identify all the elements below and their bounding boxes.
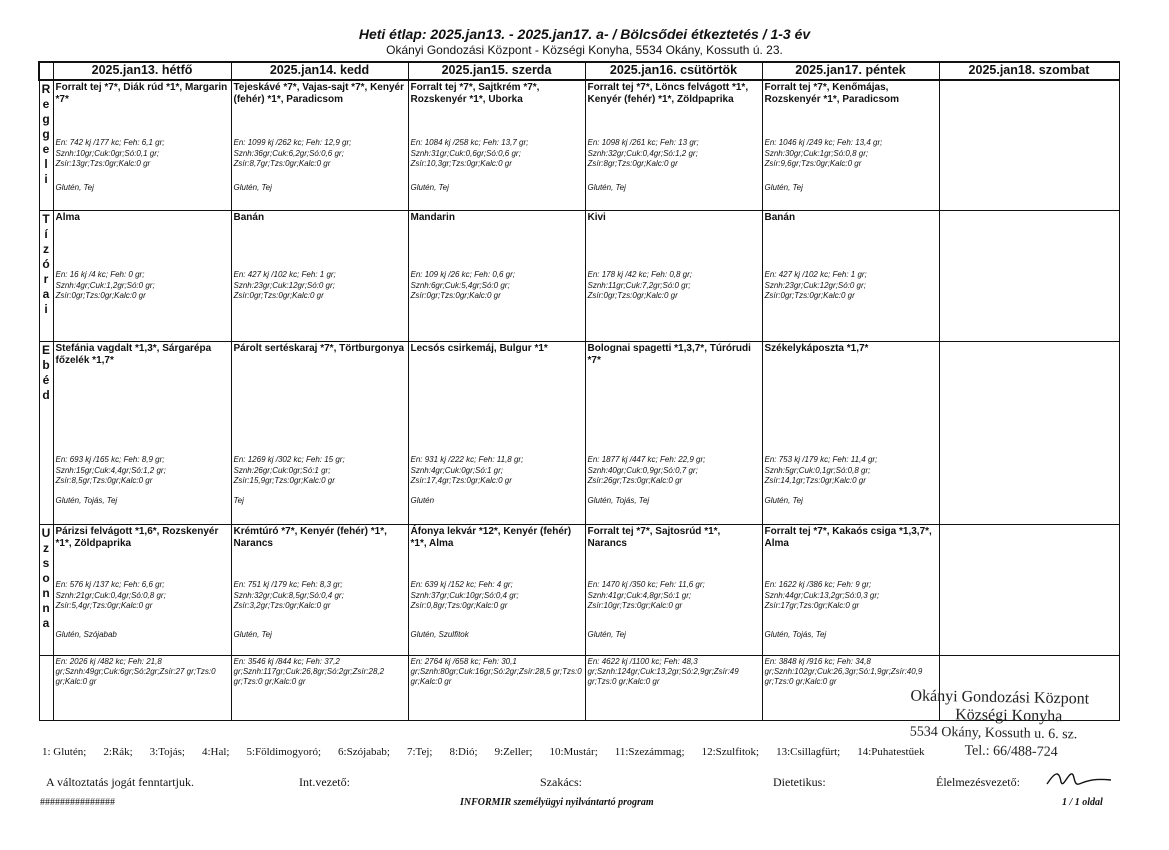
nutrition-line: Sznh:26gr;Cuk:0gr;Só:1 gr; bbox=[233, 465, 331, 475]
nutrition-line: En: 1098 kj /261 kc; Feh: 13 gr; bbox=[587, 138, 699, 147]
day-header: 2025.jan15. szerda bbox=[408, 62, 585, 80]
day-header-row bbox=[39, 62, 1119, 80]
legend-item: 14:Puhatestűek bbox=[857, 746, 925, 758]
allergen-list: Glutén, Tej bbox=[764, 183, 803, 192]
nutrition-line: En: 1046 kj /249 kc; Feh: 13,4 gr; bbox=[764, 138, 883, 147]
allergen-list: Glutén, Tej bbox=[55, 183, 94, 192]
nutrition-line: Zsír:10,3gr;Tzs:0gr;Kalc:0 gr bbox=[410, 159, 512, 168]
legend-item: 7:Tej; bbox=[406, 746, 433, 758]
daily-total: En: 2764 kj /658 kc; Feh: 30,1 gr;Sznh:80gr;Cuk:16gr;Só:2gr;Zsír:28,5 gr;Tzs:0 gr;Kalc:0 gr bbox=[408, 656, 585, 721]
legend-item: 4:Hal; bbox=[201, 746, 230, 758]
meal-row bbox=[39, 80, 1119, 211]
allergen-list: Glutén, Tojás, Tej bbox=[55, 496, 118, 505]
nutrition-info bbox=[234, 138, 406, 170]
meal-label-letter: o bbox=[42, 571, 50, 585]
dish-name: Áfonya lekvár *12*, Kenyér (fehér) *1*, Alma bbox=[410, 526, 572, 549]
meal-label-letter: e bbox=[42, 97, 50, 111]
nutrition-line: Zsír:14,1gr;Tzs:0gr;Kalc:0 gr bbox=[764, 476, 866, 485]
legend-item: 2:Rák; bbox=[103, 746, 133, 758]
allergen-list: Glutén, Tej bbox=[764, 496, 803, 505]
nutrition-line: Zsír:9,6gr;Tzs:0gr;Kalc:0 gr bbox=[764, 159, 862, 168]
meal-label-letter: a bbox=[42, 287, 50, 301]
daily-total: En: 4622 kj /1100 kc; Feh: 48,3 gr;Sznh:124gr;Cuk:13,2gr;Só:2,9gr;Zsír:49 gr;Tzs:0 gr;Kalc:0 gr bbox=[585, 656, 762, 721]
dish-name: Krémtúró *7*, Kenyér (fehér) *1*, Narancs bbox=[233, 526, 387, 549]
nutrition-info bbox=[588, 455, 760, 487]
daily-total: En: 3546 kj /844 kc; Feh: 37,2 gr;Sznh:117gr;Cuk:26,8gr;Só:2gr;Zsír:28,2 gr;Tzs:0 gr;Kalc:0 gr bbox=[231, 656, 408, 721]
meal-label-letter: s bbox=[42, 556, 50, 570]
nutrition-line: En: 1877 kj /447 kc; Feh: 22,9 gr; bbox=[587, 455, 706, 464]
allergen-list: Glutén, Tojás, Tej bbox=[764, 630, 827, 639]
nutrition-line: En: 16 kj /4 kc; Feh: 0 gr; bbox=[55, 270, 145, 279]
nutrition-info bbox=[588, 580, 760, 612]
daily-total: En: 2026 kj /482 kc; Feh: 21,8 gr;Sznh:49gr;Cuk:6gr;Só:2gr;Zsír:27 gr;Tzs:0 gr;Kalc:0 gr bbox=[53, 656, 231, 721]
allergen-list: Glutén, Tej bbox=[587, 630, 626, 639]
allergen-list: Glutén, Szulfitok bbox=[410, 630, 469, 639]
meal-label-letter: é bbox=[42, 373, 50, 387]
day-header: 2025.jan13. hétfő bbox=[53, 62, 231, 80]
meal-label-letter: l bbox=[44, 157, 48, 171]
nutrition-line: Sznh:41gr;Cuk:4,8gr;Só:1 gr; bbox=[587, 590, 692, 600]
menu-cell bbox=[53, 80, 231, 211]
stamp-line: Községi Konyha bbox=[955, 706, 1063, 726]
nutrition-line: Zsír:26gr;Tzs:0gr;Kalc:0 gr bbox=[587, 476, 683, 485]
meal-label-letter: n bbox=[42, 586, 50, 600]
dish-name: Forralt tej *7*, Kakaós csiga *1,3,7*, Alma bbox=[764, 526, 932, 549]
allergen-list: Tej bbox=[233, 496, 244, 505]
dish-name: Bolognai spagetti *1,3,7*, Túrórudi *7* bbox=[587, 343, 751, 366]
legend-item: 3:Tojás; bbox=[149, 746, 185, 758]
meal-label-letter: E bbox=[41, 343, 50, 357]
nutrition-info bbox=[411, 455, 583, 487]
menu-cell bbox=[939, 525, 1119, 656]
dish-name: Székelykáposzta *1,7* bbox=[764, 343, 869, 354]
nutrition-info bbox=[765, 138, 937, 170]
menu-cell bbox=[408, 525, 585, 656]
nutrition-info bbox=[234, 580, 406, 612]
nutrition-info bbox=[765, 455, 937, 487]
nutrition-line: En: 639 kj /152 kc; Feh: 4 gr; bbox=[410, 580, 513, 589]
nutrition-line: Zsír:8gr;Tzs:0gr;Kalc:0 gr bbox=[587, 159, 678, 168]
nutrition-info bbox=[56, 580, 229, 612]
nutrition-line: En: 1099 kj /262 kc; Feh: 12,9 gr; bbox=[233, 138, 352, 147]
meal-label-letter: R bbox=[41, 82, 51, 96]
meal-label-letter: T bbox=[42, 212, 50, 226]
nutrition-line: Sznh:31gr;Cuk:0,6gr;Só:0,6 gr; bbox=[410, 148, 521, 158]
menu-cell bbox=[585, 80, 762, 211]
day-header: 2025.jan14. kedd bbox=[231, 62, 408, 80]
dish-name: Forralt tej *7*, Sajtosrúd *1*, Narancs bbox=[587, 526, 721, 549]
nutrition-line: Sznh:15gr;Cuk:4,4gr;Só:1,2 gr; bbox=[55, 465, 166, 475]
nutrition-line: Sznh:6gr;Cuk:5,4gr;Só:0 gr; bbox=[410, 280, 510, 290]
dish-name: Párolt sertéskaraj *7*, Törtburgonya bbox=[233, 343, 405, 354]
meal-label bbox=[39, 342, 53, 525]
nutrition-line: Sznh:40gr;Cuk:0,9gr;Só:0,7 gr; bbox=[587, 465, 698, 475]
nutrition-line: Sznh:4gr;Cuk:1,2gr;Só:0 gr; bbox=[55, 280, 155, 290]
dish-name: Forralt tej *7*, Sajtkrém *7*, Rozskenyér *1*, Uborka bbox=[410, 82, 540, 105]
meal-label bbox=[39, 211, 53, 342]
stamp-line: Tel.: 66/488-724 bbox=[964, 743, 1058, 761]
nutrition-line: En: 178 kj /42 kc; Feh: 0,8 gr; bbox=[587, 270, 692, 279]
nutrition-line: Zsír:0gr;Tzs:0gr;Kalc:0 gr bbox=[410, 291, 501, 300]
legend-item: 1: Glutén; bbox=[42, 746, 87, 758]
meal-label-letter: í bbox=[44, 227, 48, 241]
nutrition-info bbox=[234, 270, 406, 302]
nutrition-info bbox=[765, 580, 937, 612]
nutrition-line: En: 693 kj /165 kc; Feh: 8,9 gr; bbox=[55, 455, 165, 464]
day-header: 2025.jan17. péntek bbox=[762, 62, 939, 80]
page-number: 1 / 1 oldal bbox=[1062, 797, 1103, 808]
menu-cell bbox=[585, 342, 762, 525]
nutrition-line: Sznh:32gr;Cuk:0,4gr;Só:1,2 gr; bbox=[587, 148, 698, 158]
dish-name: Forralt tej *7*, Löncs felvágott *1*, Kenyér (fehér) *1*, Zöldpaprika bbox=[587, 82, 749, 105]
meal-label-letter: e bbox=[42, 142, 50, 156]
meal-label-letter: g bbox=[42, 112, 50, 126]
nutrition-info bbox=[588, 270, 760, 302]
nutrition-info bbox=[411, 138, 583, 170]
meal-label-letter: i bbox=[44, 302, 48, 316]
daily-total: En: 3848 kj /916 kc; Feh: 34,8 gr;Sznh:102gr;Cuk:26,3gr;Só:1,9gr;Zsír:40,9 gr;Tzs:0 gr;Kalc:0 gr bbox=[762, 656, 939, 721]
allergen-list: Glutén, Tej bbox=[410, 183, 449, 192]
meal-label-letter: i bbox=[44, 172, 48, 186]
kitchen-stamp bbox=[909, 687, 1089, 762]
allergen-list: Glutén, Tojás, Tej bbox=[587, 496, 650, 505]
meal-row bbox=[39, 211, 1119, 342]
dish-name: Lecsós csirkemáj, Bulgur *1* bbox=[410, 343, 548, 354]
nutrition-line: En: 1269 kj /302 kc; Feh: 15 gr; bbox=[233, 455, 345, 464]
nutrition-line: En: 751 kj /179 kc; Feh: 8,3 gr; bbox=[233, 580, 343, 589]
menu-cell bbox=[762, 525, 939, 656]
hash-marks: ############### bbox=[40, 797, 115, 808]
nutrition-line: En: 109 kj /26 kc; Feh: 0,6 gr; bbox=[410, 270, 515, 279]
menu-cell bbox=[231, 80, 408, 211]
nutrition-line: Sznh:44gr;Cuk:13,2gr;Só:0,3 gr; bbox=[764, 590, 880, 600]
menu-cell bbox=[585, 525, 762, 656]
allergen-list: Glutén, Szójabab bbox=[55, 630, 117, 639]
legend-item: 8:Dió; bbox=[449, 746, 478, 758]
meal-label bbox=[39, 525, 53, 656]
nutrition-info bbox=[56, 270, 229, 302]
nutrition-line: En: 1084 kj /258 kc; Feh: 13,7 gr; bbox=[410, 138, 529, 147]
legend-item: 9:Zeller; bbox=[494, 746, 533, 758]
dish-name: Tejeskávé *7*, Vajas-sajt *7*, Kenyér (fehér) *1*, Paradicsom bbox=[233, 82, 404, 105]
dietitian-label: Dietetikus: bbox=[773, 775, 826, 789]
nutrition-line: Zsír:17gr;Tzs:0gr;Kalc:0 gr bbox=[764, 601, 860, 610]
nutrition-line: Sznh:23gr;Cuk:12gr;Só:0 gr; bbox=[233, 280, 335, 290]
cook-label: Szakács: bbox=[540, 775, 582, 789]
meal-label-letter: n bbox=[42, 601, 50, 615]
nutrition-line: Sznh:21gr;Cuk:0,4gr;Só:0,8 gr; bbox=[55, 590, 166, 600]
meal-label-letter: b bbox=[42, 358, 50, 372]
nutrition-line: En: 931 kj /222 kc; Feh: 11,8 gr; bbox=[410, 455, 524, 464]
nutrition-line: Sznh:32gr;Cuk:8,5gr;Só:0,4 gr; bbox=[233, 590, 344, 600]
nutrition-line: Sznh:4gr;Cuk:0gr;Só:1 gr; bbox=[410, 465, 503, 475]
nutrition-line: Zsír:17,4gr;Tzs:0gr;Kalc:0 gr bbox=[410, 476, 512, 485]
allergen-list: Glutén, Tej bbox=[587, 183, 626, 192]
dish-name: Kivi bbox=[587, 212, 606, 223]
day-header: 2025.jan16. csütörtök bbox=[585, 62, 762, 80]
menu-cell bbox=[939, 80, 1119, 211]
nutrition-line: Sznh:11gr;Cuk:7,2gr;Só:0 gr; bbox=[587, 280, 691, 290]
allergen-list: Glutén, Tej bbox=[233, 630, 272, 639]
signature bbox=[1045, 768, 1115, 790]
dish-name: Alma bbox=[55, 212, 80, 223]
dish-name: Forralt tej *7*, Kenőmájas, Rozskenyér *1*, Paradicsom bbox=[764, 82, 900, 105]
legend-item: 10:Mustár; bbox=[549, 746, 598, 758]
nutrition-info bbox=[56, 455, 229, 487]
nutrition-line: En: 1470 kj /350 kc; Feh: 11,6 gr; bbox=[587, 580, 705, 589]
meal-label bbox=[39, 80, 53, 211]
catering-head-label: Élelmezésvezető: bbox=[936, 775, 1020, 789]
nutrition-line: Zsír:0gr;Tzs:0gr;Kalc:0 gr bbox=[55, 291, 146, 300]
dish-name: Forralt tej *7*, Diák rúd *1*, Margarin *7* bbox=[55, 82, 228, 105]
nutrition-line: Zsír:0,8gr;Tzs:0gr;Kalc:0 gr bbox=[410, 601, 508, 610]
nutrition-line: Sznh:37gr;Cuk:10gr;Só:0,4 gr; bbox=[410, 590, 519, 600]
legend-item: 6:Szójabab; bbox=[338, 746, 390, 758]
dish-name: Banán bbox=[764, 212, 796, 223]
menu-cell bbox=[408, 342, 585, 525]
dish-name: Banán bbox=[233, 212, 265, 223]
nutrition-info bbox=[411, 270, 583, 302]
nutrition-line: Sznh:5gr;Cuk:0,1gr;Só:0,8 gr; bbox=[764, 465, 871, 475]
menu-cell bbox=[939, 342, 1119, 525]
nutrition-line: En: 753 kj /179 kc; Feh: 11,4 gr; bbox=[764, 455, 878, 464]
page-subtitle: Okányi Gondozási Központ - Községi Konyha, 5534 Okány, Kossuth ú. 23. bbox=[386, 43, 783, 57]
nutrition-line: Sznh:10gr;Cuk:0gr;Só:0,1 gr; bbox=[55, 148, 160, 158]
manager-label: Int.vezető: bbox=[299, 775, 350, 789]
totals-label bbox=[39, 656, 53, 721]
nutrition-line: Zsír:0gr;Tzs:0gr;Kalc:0 gr bbox=[587, 291, 678, 300]
meal-row bbox=[39, 342, 1119, 525]
meal-label-letter: g bbox=[42, 127, 50, 141]
menu-cell bbox=[231, 525, 408, 656]
menu-cell bbox=[231, 211, 408, 342]
dish-name: Párizsi felvágott *1,6*, Rozskenyér *1*, Zöldpaprika bbox=[55, 526, 219, 549]
menu-cell bbox=[762, 342, 939, 525]
allergen-list: Glutén bbox=[410, 496, 435, 505]
nutrition-line: En: 427 kj /102 kc; Feh: 1 gr; bbox=[764, 270, 867, 279]
reservation-note: A változtatás jogát fenntartjuk. bbox=[46, 775, 194, 789]
nutrition-line: Zsír:8,7gr;Tzs:0gr;Kalc:0 gr bbox=[233, 159, 331, 168]
menu-cell bbox=[231, 342, 408, 525]
meal-label-letter: z bbox=[43, 242, 49, 256]
menu-cell bbox=[408, 211, 585, 342]
dish-name: Stefánia vagdalt *1,3*, Sárgarépa főzelék *1,7* bbox=[55, 343, 212, 366]
meal-label-letter: ó bbox=[42, 257, 50, 271]
nutrition-line: Zsír:0gr;Tzs:0gr;Kalc:0 gr bbox=[764, 291, 855, 300]
nutrition-info bbox=[56, 138, 229, 170]
menu-cell bbox=[408, 80, 585, 211]
stamp-line: 5534 Okány, Kossuth u. 6. sz. bbox=[909, 724, 1078, 743]
menu-cell bbox=[53, 525, 231, 656]
nutrition-line: Zsír:0gr;Tzs:0gr;Kalc:0 gr bbox=[233, 291, 324, 300]
nutrition-line: En: 576 kj /137 kc; Feh: 6,6 gr; bbox=[55, 580, 165, 589]
menu-cell bbox=[762, 80, 939, 211]
nutrition-line: En: 1622 kj /386 kc; Feh: 9 gr; bbox=[764, 580, 872, 589]
meal-label-letter: U bbox=[41, 526, 51, 540]
nutrition-line: Sznh:23gr;Cuk:12gr;Só:0 gr; bbox=[764, 280, 866, 290]
nutrition-line: Zsír:10gr;Tzs:0gr;Kalc:0 gr bbox=[587, 601, 683, 610]
nutrition-line: Zsír:5,4gr;Tzs:0gr;Kalc:0 gr bbox=[55, 601, 153, 610]
meal-label-letter: a bbox=[42, 616, 50, 630]
nutrition-line: Sznh:36gr;Cuk:6,2gr;Só:0,6 gr; bbox=[233, 148, 344, 158]
nutrition-info bbox=[588, 138, 760, 170]
legend-item: 12:Szulfitok; bbox=[701, 746, 760, 758]
menu-cell bbox=[585, 211, 762, 342]
program-name: INFORMIR személyügyi nyilvántartó program bbox=[460, 797, 654, 808]
nutrition-info bbox=[234, 455, 406, 487]
nutrition-line: En: 742 kj /177 kc; Feh: 6,1 gr; bbox=[55, 138, 165, 147]
menu-cell bbox=[53, 342, 231, 525]
stamp-line: Okányi Gondozási Központ bbox=[910, 687, 1090, 708]
nutrition-info bbox=[765, 270, 937, 302]
dish-name: Mandarin bbox=[410, 212, 455, 223]
allergen-list: Glutén, Tej bbox=[233, 183, 272, 192]
weekly-menu-table bbox=[38, 61, 1120, 721]
legend-item: 5:Földimogyoró; bbox=[246, 746, 322, 758]
nutrition-line: Zsír:3,2gr;Tzs:0gr;Kalc:0 gr bbox=[233, 601, 331, 610]
day-header: 2025.jan18. szombat bbox=[939, 62, 1119, 80]
allergen-legend bbox=[42, 746, 1022, 758]
page-title: Heti étlap: 2025.jan13. - 2025.jan17. a- / Bölcsődei étkeztetés / 1-3 év bbox=[358, 26, 811, 42]
legend-item: 11:Szezámmag; bbox=[614, 746, 685, 758]
legend-item: 13:Csillagfürt; bbox=[776, 746, 841, 758]
nutrition-line: Zsír:13gr;Tzs:0gr;Kalc:0 gr bbox=[55, 159, 151, 168]
meal-label-letter: r bbox=[43, 272, 49, 286]
meal-label-letter: z bbox=[43, 541, 49, 555]
nutrition-line: Zsír:8,5gr;Tzs:0gr;Kalc:0 gr bbox=[55, 476, 153, 485]
menu-cell bbox=[762, 211, 939, 342]
menu-cell bbox=[939, 211, 1119, 342]
nutrition-line: Sznh:30gr;Cuk:1gr;Só:0,8 gr; bbox=[764, 148, 869, 158]
meal-label-letter: d bbox=[42, 388, 50, 402]
nutrition-info bbox=[411, 580, 583, 612]
nutrition-line: Zsír:15,9gr;Tzs:0gr;Kalc:0 gr bbox=[233, 476, 335, 485]
corner-cell bbox=[39, 62, 53, 80]
meal-row bbox=[39, 525, 1119, 656]
menu-cell bbox=[53, 211, 231, 342]
nutrition-line: En: 427 kj /102 kc; Feh: 1 gr; bbox=[233, 270, 336, 279]
